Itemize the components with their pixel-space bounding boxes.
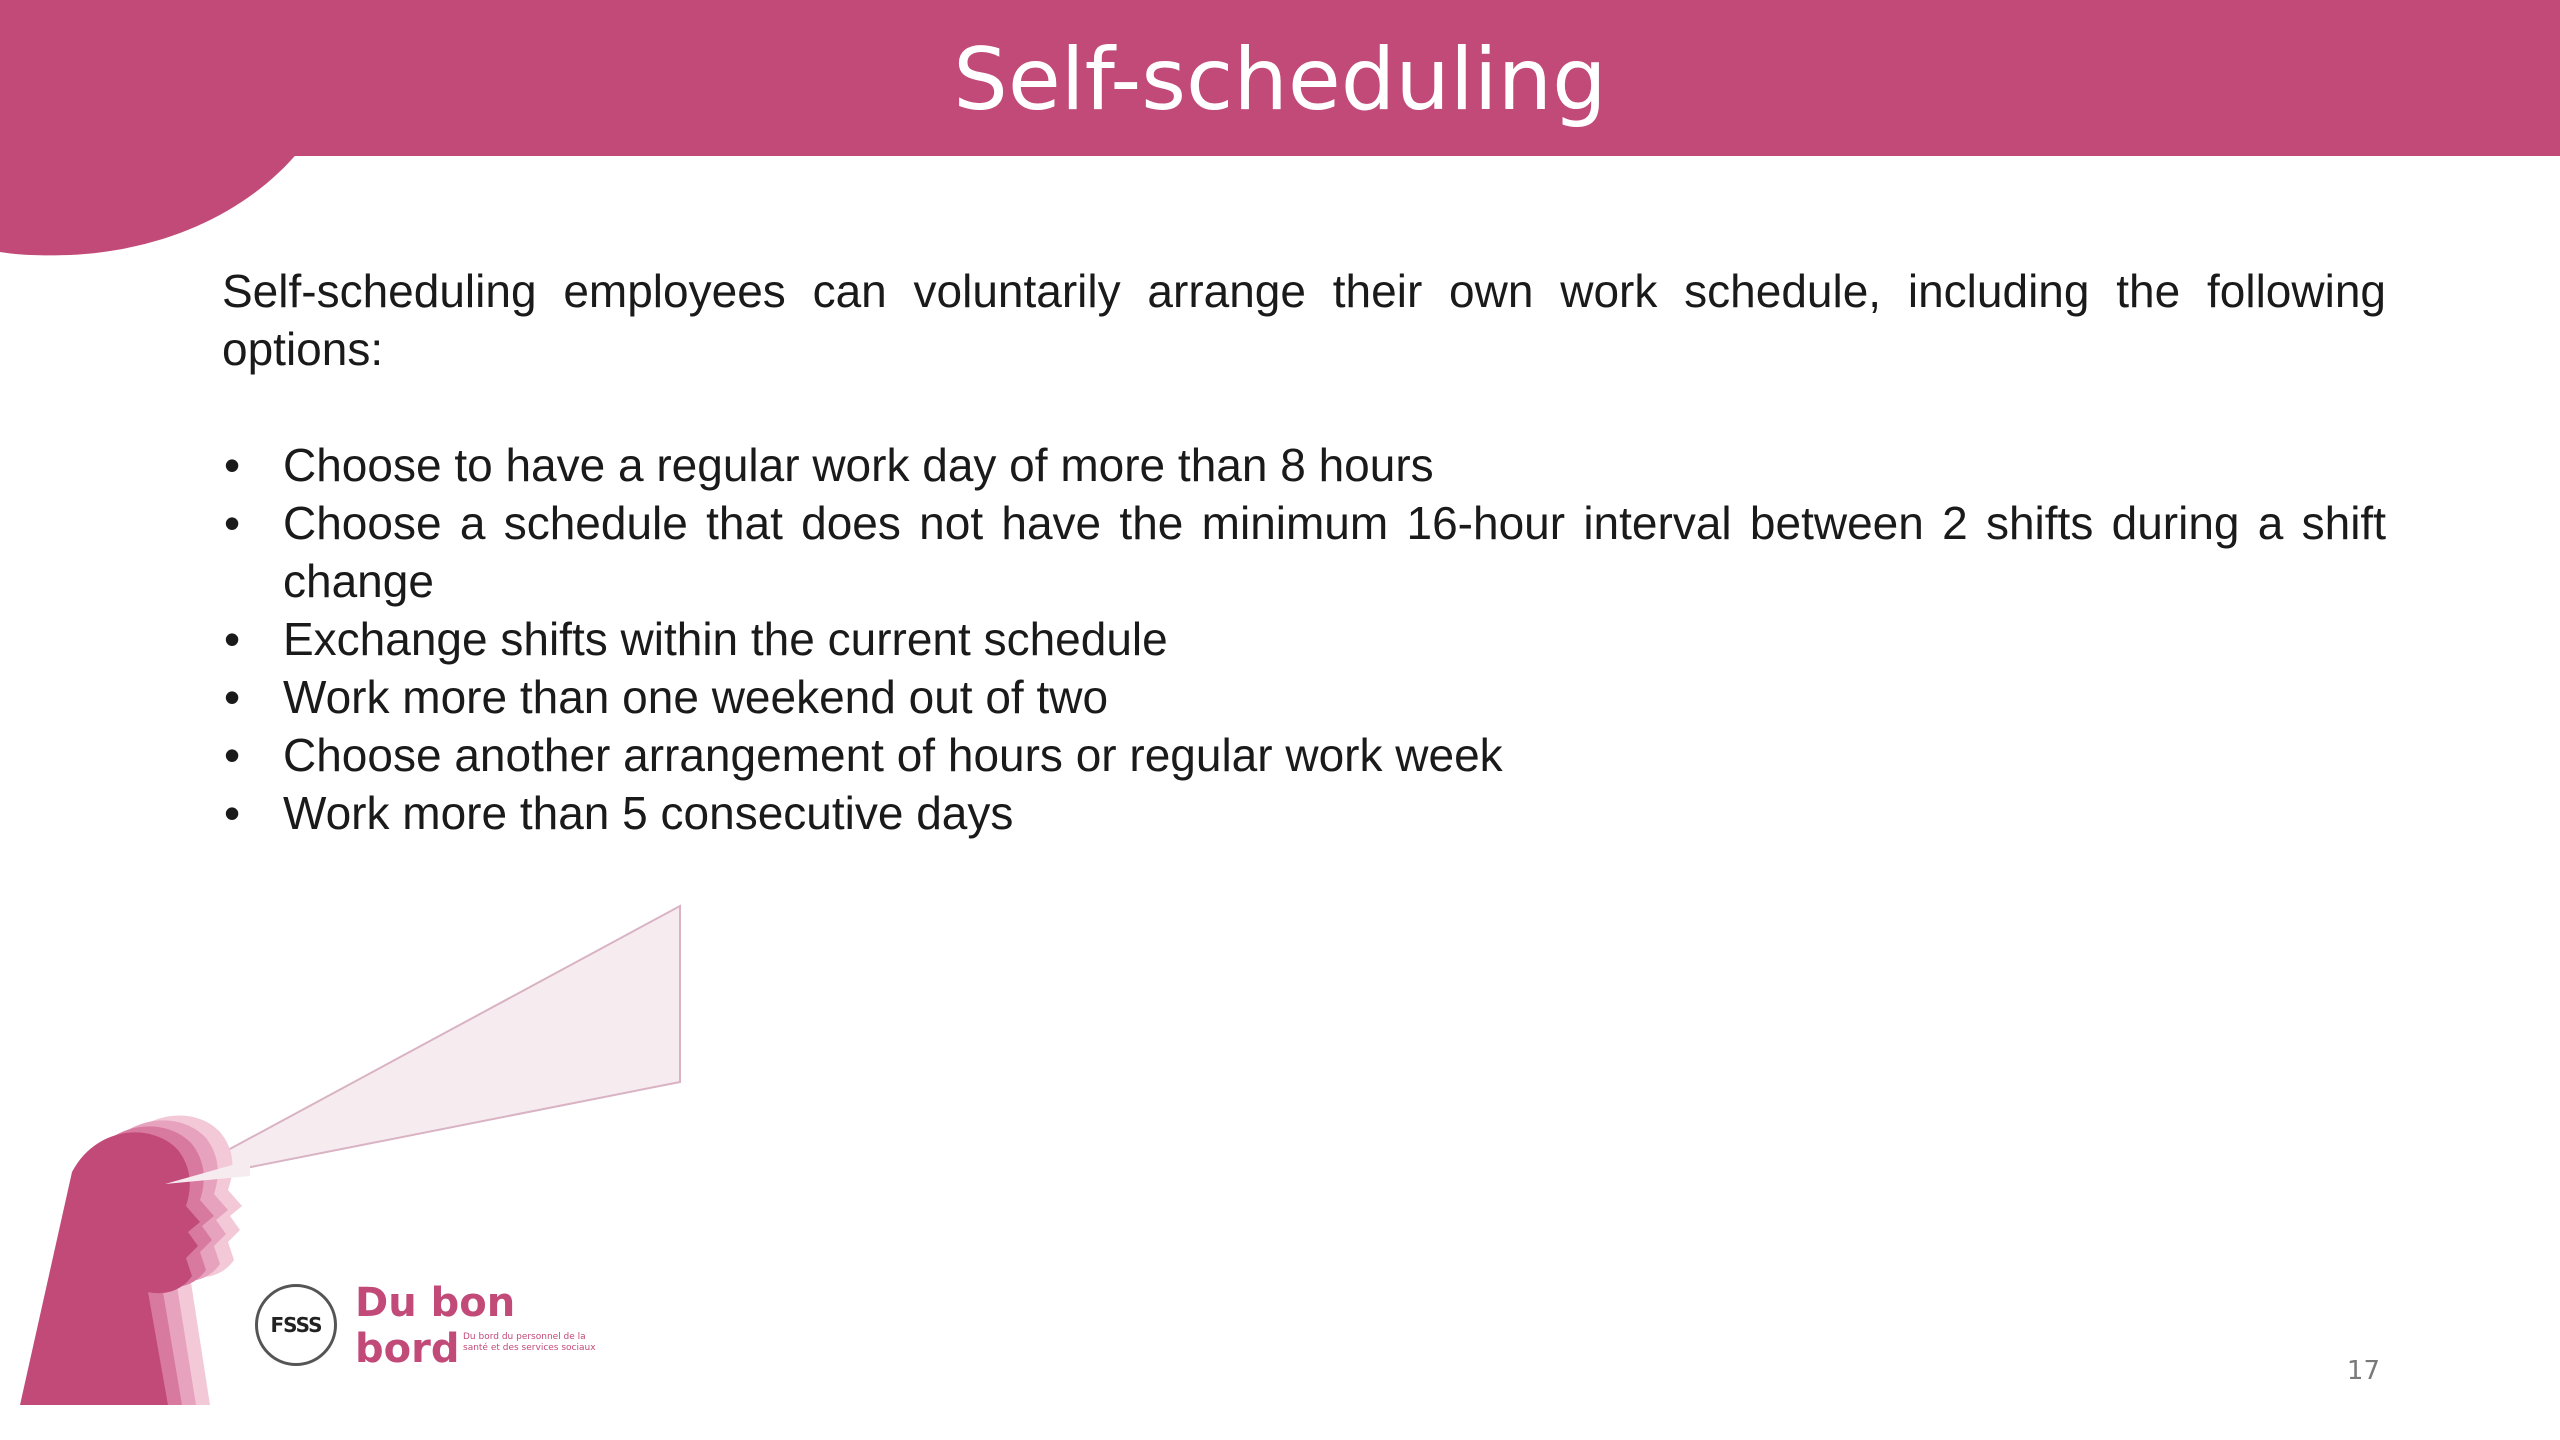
list-item-text: Choose another arrangement of hours or regular work week (283, 729, 1503, 781)
slide-body (222, 262, 2386, 842)
bullet-icon: • (224, 439, 241, 491)
logo-name-line2: bord (355, 1326, 460, 1372)
list-item (222, 494, 2386, 610)
list-item (222, 784, 2386, 842)
du-bon-bord-logo (255, 1280, 595, 1380)
list-item-text: Work more than 5 consecutive days (283, 787, 1014, 839)
intro-paragraph: Self-scheduling employees can voluntarily arrange their own work schedule, including the following options: (222, 265, 2386, 375)
list-item (222, 668, 2386, 726)
options-list (222, 436, 2386, 842)
bullet-icon: • (224, 729, 241, 781)
slide-title: Self-scheduling (953, 30, 1607, 130)
logo-name-line1: Du bon (355, 1280, 516, 1326)
bullet-icon: • (224, 671, 241, 723)
list-item-text: Choose to have a regular work day of more than 8 hours (283, 439, 1434, 491)
page-number: 17 (2346, 1356, 2380, 1386)
logo-tagline: Du bord du personnel de la santé et des services sociaux (463, 1332, 596, 1353)
bullet-icon: • (224, 787, 241, 839)
list-item-text: Work more than one weekend out of two (283, 671, 1109, 723)
list-item-text: Exchange shifts within the current schedule (283, 613, 1168, 665)
union-emblem-icon: FSSS (255, 1284, 337, 1366)
list-item (222, 726, 2386, 784)
list-item-text: Choose a schedule that does not have the minimum 16-hour interval between 2 shifts during a shift change (283, 497, 2386, 607)
bullet-icon: • (224, 497, 241, 549)
bullet-icon: • (224, 613, 241, 665)
list-item (222, 610, 2386, 668)
logo-name (355, 1280, 515, 1372)
list-item (222, 436, 2386, 494)
